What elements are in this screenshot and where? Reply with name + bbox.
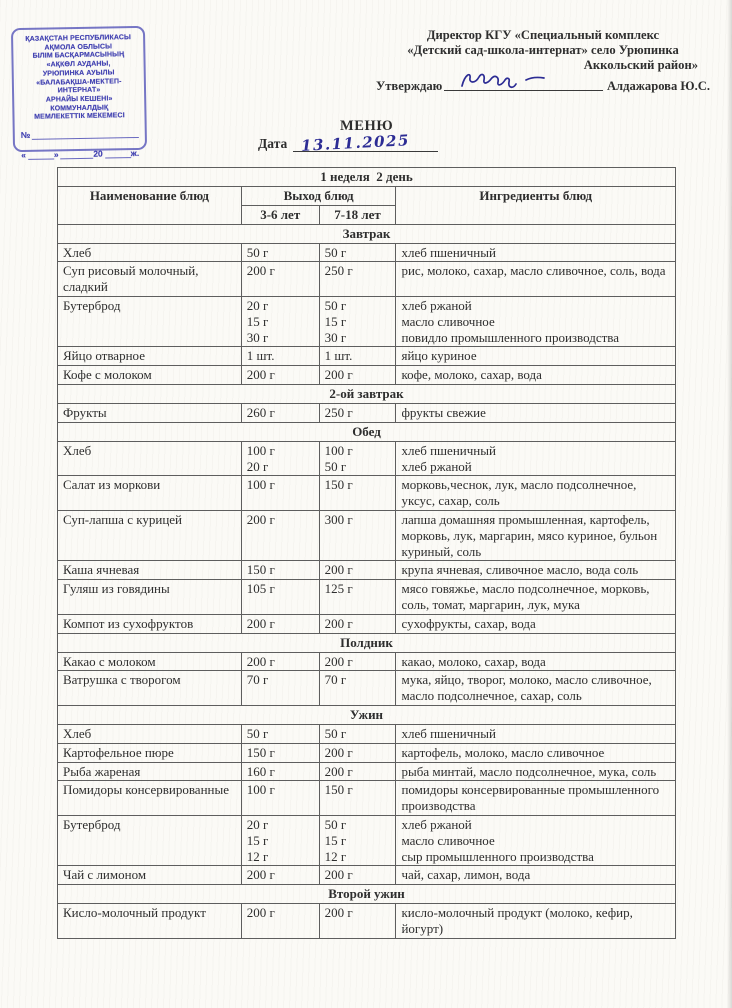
portion-3-6-line: 50 г bbox=[246, 244, 269, 260]
dish-row bbox=[58, 866, 676, 885]
portion-7-18 bbox=[319, 652, 396, 671]
column-header-ingredients: Ингредиенты блюд bbox=[396, 187, 676, 225]
dish-name-line: Суп-лапша с курицей bbox=[63, 511, 182, 527]
dish-ingredients-line: масло сливочное bbox=[401, 832, 495, 848]
table-header-row bbox=[58, 187, 676, 206]
portion-7-18-line: 12 г bbox=[324, 848, 347, 864]
dish-name-line: Фрукты bbox=[63, 404, 107, 420]
portion-7-18-line: 150 г bbox=[324, 477, 353, 493]
portion-3-6 bbox=[241, 762, 319, 781]
dish-name bbox=[58, 510, 242, 560]
portion-7-18-line: 50 г bbox=[324, 244, 347, 260]
dish-ingredients bbox=[396, 580, 676, 615]
dish-ingredients-line: крупа ячневая, сливочное масло, вода соль bbox=[401, 562, 639, 578]
approve-label: Утверждаю bbox=[376, 78, 443, 93]
dish-ingredients-line: хлеб пшеничный bbox=[401, 725, 496, 741]
meal-section-title: Полдник bbox=[58, 633, 676, 652]
portion-7-18 bbox=[319, 347, 396, 366]
portion-3-6-line: 200 г bbox=[246, 615, 275, 631]
portion-3-6 bbox=[241, 296, 319, 346]
portion-3-6-line: 30 г bbox=[246, 329, 269, 345]
dish-ingredients-line: помидоры консервированные промышленного производства bbox=[401, 782, 660, 814]
meal-section-title: Завтрак bbox=[58, 224, 676, 243]
stamp-date-blank bbox=[105, 157, 131, 158]
dish-ingredients-line: кофе, молоко, сахар, вода bbox=[401, 367, 542, 383]
portion-7-18-line: 200 г bbox=[324, 744, 353, 760]
portion-7-18 bbox=[319, 614, 396, 633]
approver-name: Алдажарова Ю.С. bbox=[606, 78, 710, 93]
portion-7-18-line: 50 г bbox=[324, 816, 347, 832]
portion-7-18 bbox=[319, 781, 396, 816]
portion-3-6 bbox=[241, 815, 319, 865]
stamp-date-line bbox=[21, 148, 139, 160]
portion-3-6-line: 100 г bbox=[246, 442, 275, 458]
portion-7-18 bbox=[319, 476, 396, 511]
dish-name bbox=[58, 904, 242, 939]
dish-ingredients bbox=[396, 561, 676, 580]
portion-3-6-line: 12 г bbox=[246, 848, 269, 864]
dish-row bbox=[58, 441, 676, 476]
dish-ingredients-line: лапша домашняя промышленная, картофель, морковь, лук, маргарин, мясо куриное, бульон куриный, соль bbox=[401, 511, 658, 559]
dish-ingredients bbox=[396, 866, 676, 885]
dish-row bbox=[58, 614, 676, 633]
dish-name-line: Салат из моркови bbox=[63, 477, 161, 493]
portion-7-18 bbox=[319, 296, 396, 346]
dish-row bbox=[58, 671, 676, 706]
portion-3-6-line: 15 г bbox=[246, 832, 269, 848]
dish-ingredients-line: фрукты свежие bbox=[401, 404, 486, 420]
dish-row bbox=[58, 580, 676, 615]
dish-name bbox=[58, 781, 242, 816]
portion-3-6-line: 200 г bbox=[246, 263, 275, 279]
dish-name-line: Яйцо отварное bbox=[63, 348, 145, 364]
dish-row bbox=[58, 476, 676, 511]
portion-7-18 bbox=[319, 762, 396, 781]
dish-ingredients-line: сыр промышленного производства bbox=[401, 848, 594, 864]
dish-ingredients-line: хлеб ржаной bbox=[401, 458, 472, 474]
meal-section-row bbox=[58, 384, 676, 403]
signature-blank bbox=[444, 74, 603, 91]
dish-name bbox=[58, 243, 242, 262]
portion-7-18-line: 30 г bbox=[324, 329, 347, 345]
handwritten-date: 13.11.2025 bbox=[300, 131, 411, 155]
portion-3-6 bbox=[241, 441, 319, 476]
stamp-year-prefix: 20 bbox=[93, 148, 103, 159]
dish-ingredients-line: масло сливочное bbox=[401, 313, 495, 329]
dish-ingredients bbox=[396, 614, 676, 633]
dish-name-line: Кофе с молоком bbox=[63, 367, 152, 383]
stamp-date-suffix: ж. bbox=[130, 147, 140, 159]
dish-ingredients-line: чай, сахар, лимон, вода bbox=[401, 867, 531, 883]
portion-3-6-line: 200 г bbox=[246, 905, 275, 921]
dish-ingredients bbox=[396, 652, 676, 671]
portion-7-18-line: 250 г bbox=[324, 404, 353, 420]
portion-7-18 bbox=[319, 743, 396, 762]
date-blank bbox=[293, 131, 438, 155]
dish-name-line: Кисло-молочный продукт bbox=[63, 905, 206, 921]
dish-name-line: Чай с лимоном bbox=[63, 867, 147, 883]
portion-3-6 bbox=[241, 243, 319, 262]
dish-name-line: Хлеб bbox=[63, 244, 92, 260]
dish-ingredients-line: повидло промышленного производства bbox=[401, 329, 620, 345]
meal-section-row bbox=[58, 633, 676, 652]
dish-name-line: Хлеб bbox=[63, 442, 92, 458]
dish-row bbox=[58, 347, 676, 366]
portion-7-18 bbox=[319, 815, 396, 865]
portion-7-18-line: 300 г bbox=[324, 511, 353, 527]
portion-3-6-line: 200 г bbox=[246, 367, 275, 383]
portion-3-6 bbox=[241, 262, 319, 297]
portion-7-18-line: 50 г bbox=[324, 297, 347, 313]
portion-7-18 bbox=[319, 724, 396, 743]
stamp-open-quote: « bbox=[21, 149, 26, 161]
dish-name bbox=[58, 347, 242, 366]
dish-ingredients-line: какао, молоко, сахар, вода bbox=[401, 653, 546, 669]
portion-7-18-line: 250 г bbox=[324, 263, 353, 279]
stamp-line: АҚМОЛА ОБЛЫСЫ bbox=[44, 43, 113, 52]
portion-7-18-line: 150 г bbox=[324, 782, 353, 798]
dish-ingredients bbox=[396, 262, 676, 297]
portion-3-6-line: 1 шт. bbox=[246, 348, 275, 364]
dish-name-line: Какао с молоком bbox=[63, 653, 156, 669]
dish-ingredients bbox=[396, 403, 676, 422]
dish-name bbox=[58, 476, 242, 511]
dish-name-line: Гуляш из говядины bbox=[63, 581, 170, 597]
portion-7-18 bbox=[319, 561, 396, 580]
date-label: Дата bbox=[258, 136, 288, 151]
portion-7-18-line: 200 г bbox=[324, 867, 353, 883]
portion-3-6 bbox=[241, 347, 319, 366]
portion-3-6 bbox=[241, 366, 319, 385]
portion-7-18-line: 100 г bbox=[324, 442, 353, 458]
dish-name bbox=[58, 743, 242, 762]
dish-row bbox=[58, 724, 676, 743]
portion-3-6-line: 200 г bbox=[246, 653, 275, 669]
date-line bbox=[258, 131, 438, 155]
portion-7-18 bbox=[319, 671, 396, 706]
dish-name bbox=[58, 561, 242, 580]
portion-7-18-line: 200 г bbox=[324, 653, 353, 669]
portion-3-6-line: 150 г bbox=[246, 744, 275, 760]
portion-3-6 bbox=[241, 476, 319, 511]
portion-3-6-line: 100 г bbox=[246, 782, 275, 798]
dish-ingredients-line: сухофрукты, сахар, вода bbox=[401, 615, 536, 631]
stamp-line: БІЛІМ БАСҚАРМАСЫНЫҢ bbox=[32, 51, 125, 61]
column-header-age-3-6: 3-6 лет bbox=[241, 205, 319, 224]
dish-row bbox=[58, 262, 676, 297]
meal-section-title: Обед bbox=[58, 422, 676, 441]
week-day-header: 1 неделя 2 день bbox=[58, 168, 676, 187]
meal-section-title: 2-ой завтрак bbox=[58, 384, 676, 403]
portion-3-6-line: 260 г bbox=[246, 404, 275, 420]
portion-3-6 bbox=[241, 510, 319, 560]
dish-ingredients-line: хлеб пшеничный bbox=[401, 442, 496, 458]
portion-3-6-line: 20 г bbox=[246, 816, 269, 832]
dish-ingredients-line: морковь,чеснок, лук, масло подсолнечное, уксус, сахар, соль bbox=[401, 477, 637, 509]
dish-row bbox=[58, 510, 676, 560]
portion-3-6-line: 160 г bbox=[246, 763, 275, 779]
dish-ingredients-line: мука, яйцо, творог, молоко, масло сливочное, масло подсолнечное, сахар, соль bbox=[401, 672, 652, 704]
portion-3-6 bbox=[241, 671, 319, 706]
portion-3-6-line: 100 г bbox=[246, 477, 275, 493]
portion-3-6-line: 200 г bbox=[246, 867, 275, 883]
portion-7-18-line: 200 г bbox=[324, 562, 353, 578]
dish-ingredients-line: рыба минтай, масло подсолнечное, мука, соль bbox=[401, 763, 657, 779]
portion-7-18 bbox=[319, 243, 396, 262]
dish-name-line: Бутерброд bbox=[63, 297, 121, 313]
portion-3-6 bbox=[241, 781, 319, 816]
stamp-line: ҚАЗАҚСТАН РЕСПУБЛИКАСЫ bbox=[25, 34, 131, 43]
stamp-number-blank bbox=[32, 137, 139, 140]
dish-name bbox=[58, 866, 242, 885]
dish-name-line: Каша ячневая bbox=[63, 562, 140, 578]
portion-3-6 bbox=[241, 904, 319, 939]
dish-name bbox=[58, 724, 242, 743]
dish-row bbox=[58, 403, 676, 422]
column-header-dish-name: Наименование блюд bbox=[58, 187, 242, 225]
dish-ingredients bbox=[396, 510, 676, 560]
dish-ingredients-line: яйцо куриное bbox=[401, 348, 477, 364]
portion-7-18 bbox=[319, 366, 396, 385]
dish-ingredients-line: картофель, молоко, масло сливочное bbox=[401, 744, 605, 760]
portion-3-6 bbox=[241, 580, 319, 615]
dish-name bbox=[58, 815, 242, 865]
dish-ingredients bbox=[396, 743, 676, 762]
portion-3-6-line: 50 г bbox=[246, 725, 269, 741]
dish-name bbox=[58, 614, 242, 633]
dish-ingredients-line: хлеб ржаной bbox=[401, 816, 472, 832]
meal-section-row bbox=[58, 885, 676, 904]
dish-ingredients-line: рис, молоко, сахар, масло сливочное, соль, вода bbox=[401, 263, 666, 279]
portion-3-6 bbox=[241, 743, 319, 762]
dish-ingredients bbox=[396, 296, 676, 346]
portion-7-18 bbox=[319, 262, 396, 297]
dish-ingredients-line: кисло-молочный продукт (молоко, кефир, йогурт) bbox=[401, 905, 633, 936]
dish-ingredients-line: мясо говяжье, масло подсолнечное, морковь, соль, томат, маргарин, лук, мука bbox=[401, 581, 650, 612]
dish-ingredients bbox=[396, 762, 676, 781]
dish-name bbox=[58, 580, 242, 615]
approval-text-lines bbox=[376, 28, 710, 72]
dish-ingredients bbox=[396, 441, 676, 476]
portion-7-18-line: 125 г bbox=[324, 581, 353, 597]
portion-7-18-line: 70 г bbox=[324, 672, 347, 688]
dish-row bbox=[58, 781, 676, 816]
stamp-line: МЕМЛЕКЕТТІК МЕКЕМЕСІ bbox=[34, 112, 125, 122]
dish-row bbox=[58, 243, 676, 262]
page-title: МЕНЮ bbox=[340, 118, 394, 134]
meal-section-title: Второй ужин bbox=[58, 885, 676, 904]
dish-name bbox=[58, 403, 242, 422]
portion-3-6-line: 200 г bbox=[246, 511, 275, 527]
approval-line: Директор КГУ «Специальный комплекс bbox=[426, 28, 660, 42]
portion-7-18 bbox=[319, 866, 396, 885]
dish-ingredients bbox=[396, 243, 676, 262]
portion-3-6-line: 105 г bbox=[246, 581, 275, 597]
dish-name-line: Бутерброд bbox=[63, 816, 121, 832]
meal-section-row bbox=[58, 705, 676, 724]
portion-7-18-line: 50 г bbox=[324, 458, 347, 474]
dish-name bbox=[58, 652, 242, 671]
portion-7-18 bbox=[319, 403, 396, 422]
dish-ingredients-line: хлеб пшеничный bbox=[401, 244, 496, 260]
dish-ingredients bbox=[396, 476, 676, 511]
portion-7-18 bbox=[319, 580, 396, 615]
menu-table bbox=[57, 167, 676, 939]
dish-name-line: Ватрушка с творогом bbox=[63, 672, 181, 688]
stamp-date-blank bbox=[28, 158, 54, 159]
portion-7-18 bbox=[319, 510, 396, 560]
stamp-line: «АҚКӨЛ АУДАНЫ, bbox=[46, 60, 111, 69]
dish-row bbox=[58, 815, 676, 865]
official-stamp bbox=[11, 26, 147, 161]
stamp-line: УРЮПИНКА АУЫЛЫ bbox=[42, 69, 115, 78]
portion-7-18-line: 50 г bbox=[324, 725, 347, 741]
approval-line: «Детский сад-школа-интернат» село Урюпинка bbox=[407, 42, 679, 57]
portion-3-6 bbox=[241, 614, 319, 633]
portion-7-18-line: 15 г bbox=[324, 832, 347, 848]
dish-ingredients-line: хлеб ржаной bbox=[401, 297, 472, 313]
portion-3-6 bbox=[241, 652, 319, 671]
dish-name bbox=[58, 671, 242, 706]
dish-ingredients bbox=[396, 904, 676, 939]
dish-name-line: Хлеб bbox=[63, 725, 92, 741]
dish-name-line: Картофельное пюре bbox=[63, 744, 174, 760]
portion-3-6-line: 70 г bbox=[246, 672, 269, 688]
dish-ingredients bbox=[396, 815, 676, 865]
stamp-line: «БАЛАБАҚША-МЕКТЕП-ИНТЕРНАТ» bbox=[36, 77, 122, 95]
dish-row bbox=[58, 904, 676, 939]
portion-7-18-line: 1 шт. bbox=[324, 348, 353, 364]
director-signature bbox=[456, 69, 566, 93]
portion-7-18-line: 200 г bbox=[324, 367, 353, 383]
dish-ingredients bbox=[396, 781, 676, 816]
dish-row bbox=[58, 561, 676, 580]
dish-ingredients bbox=[396, 724, 676, 743]
meal-section-row bbox=[58, 422, 676, 441]
dish-ingredients bbox=[396, 366, 676, 385]
dish-row bbox=[58, 296, 676, 346]
portion-3-6 bbox=[241, 866, 319, 885]
portion-3-6-line: 150 г bbox=[246, 562, 275, 578]
dish-row bbox=[58, 652, 676, 671]
portion-7-18-line: 15 г bbox=[324, 313, 347, 329]
portion-7-18-line: 200 г bbox=[324, 905, 353, 921]
approval-line: Аккольский район» bbox=[583, 57, 698, 72]
stamp-date-blank bbox=[61, 158, 94, 160]
portion-3-6 bbox=[241, 561, 319, 580]
week-day-row bbox=[58, 168, 676, 187]
dish-row bbox=[58, 743, 676, 762]
dish-ingredients bbox=[396, 347, 676, 366]
dish-name-line: Рыба жареная bbox=[63, 763, 141, 779]
portion-3-6-line: 15 г bbox=[246, 313, 269, 329]
dish-name bbox=[58, 762, 242, 781]
dish-ingredients bbox=[396, 671, 676, 706]
portion-3-6-line: 20 г bbox=[246, 458, 269, 474]
portion-7-18-line: 200 г bbox=[324, 763, 353, 779]
portion-3-6 bbox=[241, 403, 319, 422]
dish-name bbox=[58, 296, 242, 346]
stamp-line: КОММУНАЛДЫҚ bbox=[50, 104, 109, 113]
meal-section-title: Ужин bbox=[58, 705, 676, 724]
portion-3-6-line: 20 г bbox=[246, 297, 269, 313]
portion-7-18-line: 200 г bbox=[324, 615, 353, 631]
portion-3-6 bbox=[241, 724, 319, 743]
stamp-text-lines bbox=[19, 34, 139, 123]
approval-block bbox=[376, 28, 710, 93]
dish-name-line: Компот из сухофруктов bbox=[63, 615, 194, 631]
meal-section-row bbox=[58, 224, 676, 243]
dish-row bbox=[58, 762, 676, 781]
dish-row bbox=[58, 366, 676, 385]
stamp-line: АРНАЙЫ КЕШЕНІ» bbox=[45, 95, 113, 104]
dish-name-line: Помидоры консервированные bbox=[63, 782, 229, 798]
dish-name bbox=[58, 262, 242, 297]
dish-name bbox=[58, 366, 242, 385]
portion-7-18 bbox=[319, 441, 396, 476]
portion-7-18 bbox=[319, 904, 396, 939]
column-header-output: Выход блюд bbox=[241, 187, 396, 206]
stamp-number-label: № bbox=[20, 129, 31, 141]
approval-signature-line bbox=[376, 74, 710, 93]
dish-name bbox=[58, 441, 242, 476]
stamp-close-quote: » bbox=[53, 149, 59, 160]
dish-name-line: Суп рисовый молочный, сладкий bbox=[63, 263, 199, 295]
stamp-number-line bbox=[21, 128, 139, 140]
column-header-age-7-18: 7-18 лет bbox=[319, 205, 396, 224]
